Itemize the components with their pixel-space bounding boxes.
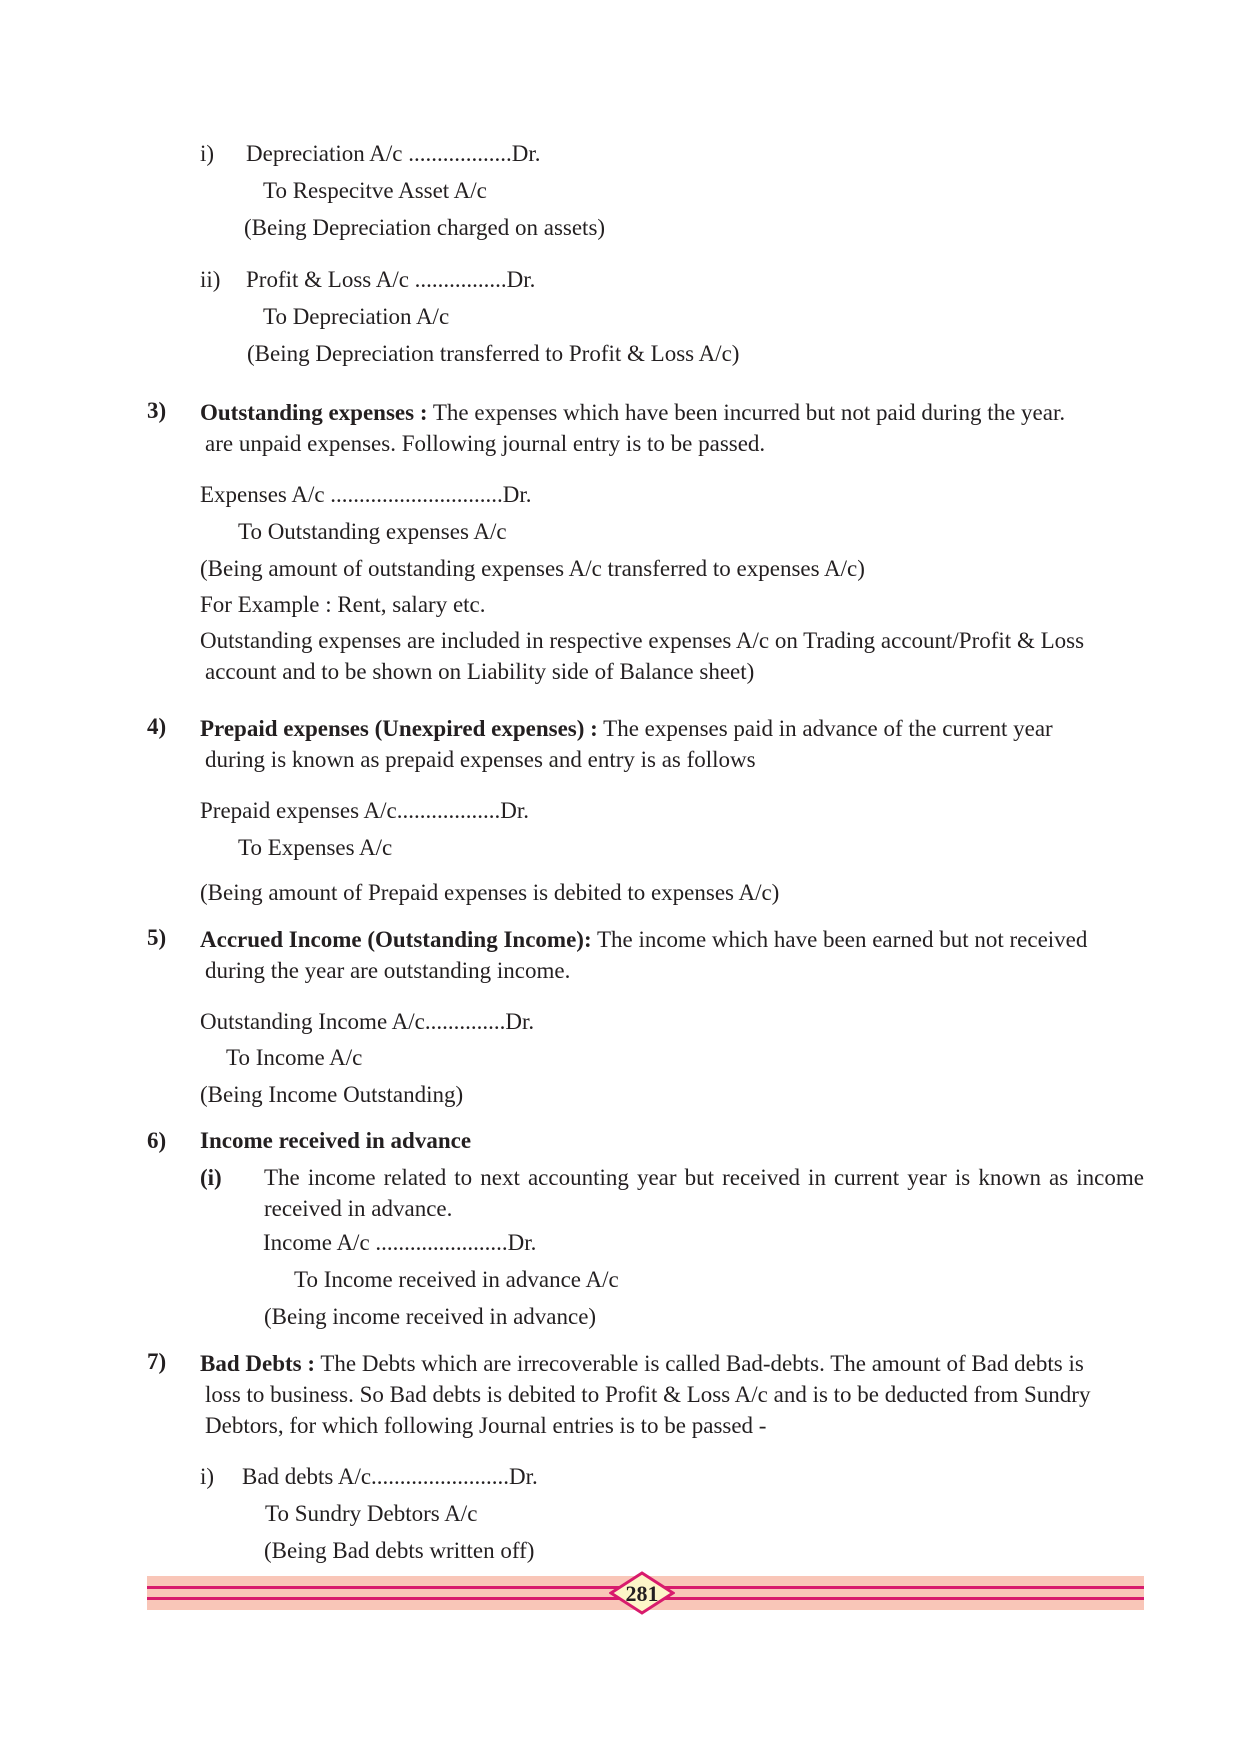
dep-ii-entry: Profit & Loss A/c ................Dr. [246, 267, 536, 292]
section6-entry: Income A/c .......................Dr. [263, 1230, 537, 1255]
section7-i-entry: Bad debts A/c........................Dr. [242, 1464, 538, 1489]
section4-narration: (Being amount of Prepaid expenses is debited to expenses A/c) [200, 880, 780, 905]
section4-text2: during is known as prepaid expenses and entry is as follows [205, 747, 756, 772]
dep-i-narration: (Being Depreciation charged on assets) [244, 215, 606, 240]
section5-to: To Income A/c [226, 1045, 363, 1070]
section3-number: 3) [147, 398, 167, 423]
dep-i-label: i) [200, 141, 215, 166]
page-number: 281 [625, 1581, 659, 1606]
section5-paragraph [200, 924, 1144, 986]
section7-heading: Bad Debts : [200, 1351, 316, 1376]
section3-heading: Outstanding expenses : [200, 400, 428, 425]
dep-ii-label: ii) [200, 267, 221, 292]
section4-to: To Expenses A/c [238, 835, 393, 860]
section6-number: 6) [147, 1128, 167, 1153]
section3-note1: Outstanding expenses are included in respective expenses A/c on Trading account/Profit & Loss [200, 628, 1085, 653]
section3-note2: account and to be shown on Liability side of Balance sheet) [205, 659, 755, 684]
section7-paragraph [200, 1348, 1144, 1441]
section3-text2: are unpaid expenses. Following journal entry is to be passed. [205, 431, 766, 456]
section7-i-to: To Sundry Debtors A/c [265, 1501, 478, 1526]
section5-narration: (Being Income Outstanding) [200, 1082, 464, 1107]
section4-heading: Prepaid expenses (Unexpired expenses) : [200, 716, 598, 741]
section7-text3: Debtors, for which following Journal entries is to be passed - [205, 1413, 767, 1438]
section6-sub-label: (i) [200, 1165, 222, 1190]
section5-number: 5) [147, 925, 167, 950]
section6-to: To Income received in advance A/c [294, 1267, 619, 1292]
section3-narration: (Being amount of outstanding expenses A/c transferred to expenses A/c) [200, 556, 865, 581]
section7-text2: loss to business. So Bad debts is debited to Profit & Loss A/c and is to be deducted from Sundry [205, 1382, 1091, 1407]
section4-number: 4) [147, 714, 167, 739]
section3-to: To Outstanding expenses A/c [238, 519, 507, 544]
section4-entry: Prepaid expenses A/c..................Dr. [200, 798, 529, 823]
section3-paragraph [200, 397, 1144, 459]
dep-i-to: To Respecitve Asset A/c [263, 178, 487, 203]
section5-entry: Outstanding Income A/c..............Dr. [200, 1009, 535, 1034]
section5-heading: Accrued Income (Outstanding Income): [200, 927, 592, 952]
section3-entry: Expenses A/c ..............................Dr. [200, 482, 532, 507]
page-number-badge [609, 1571, 675, 1615]
dep-i-entry: Depreciation A/c ..................Dr. [246, 141, 541, 166]
dep-ii-narration: (Being Depreciation transferred to Profit & Loss A/c) [247, 341, 740, 366]
dep-ii-to: To Depreciation A/c [263, 304, 450, 329]
section6-sub-text: The income related to next accounting year but received in current year is known as income received in advance. [264, 1165, 1144, 1221]
section7-text1: The Debts which are irrecoverable is called Bad-debts. The amount of Bad debts is [315, 1351, 1084, 1376]
section6-heading: Income received in advance [200, 1128, 472, 1153]
section5-text2: during the year are outstanding income. [205, 958, 571, 983]
section3-note [200, 625, 1144, 687]
section4-paragraph [200, 713, 1144, 775]
section7-i-narration: (Being Bad debts written off) [264, 1538, 535, 1563]
section7-i-label: i) [200, 1464, 215, 1489]
section3-text1: The expenses which have been incurred but not paid during the year. [427, 400, 1066, 425]
section3-example: For Example : Rent, salary etc. [200, 592, 486, 617]
section4-text1: The expenses paid in advance of the current year [597, 716, 1053, 741]
section6-narration: (Being income received in advance) [264, 1304, 597, 1329]
section5-text1: The income which have been earned but not received [591, 927, 1088, 952]
section7-number: 7) [147, 1349, 167, 1374]
